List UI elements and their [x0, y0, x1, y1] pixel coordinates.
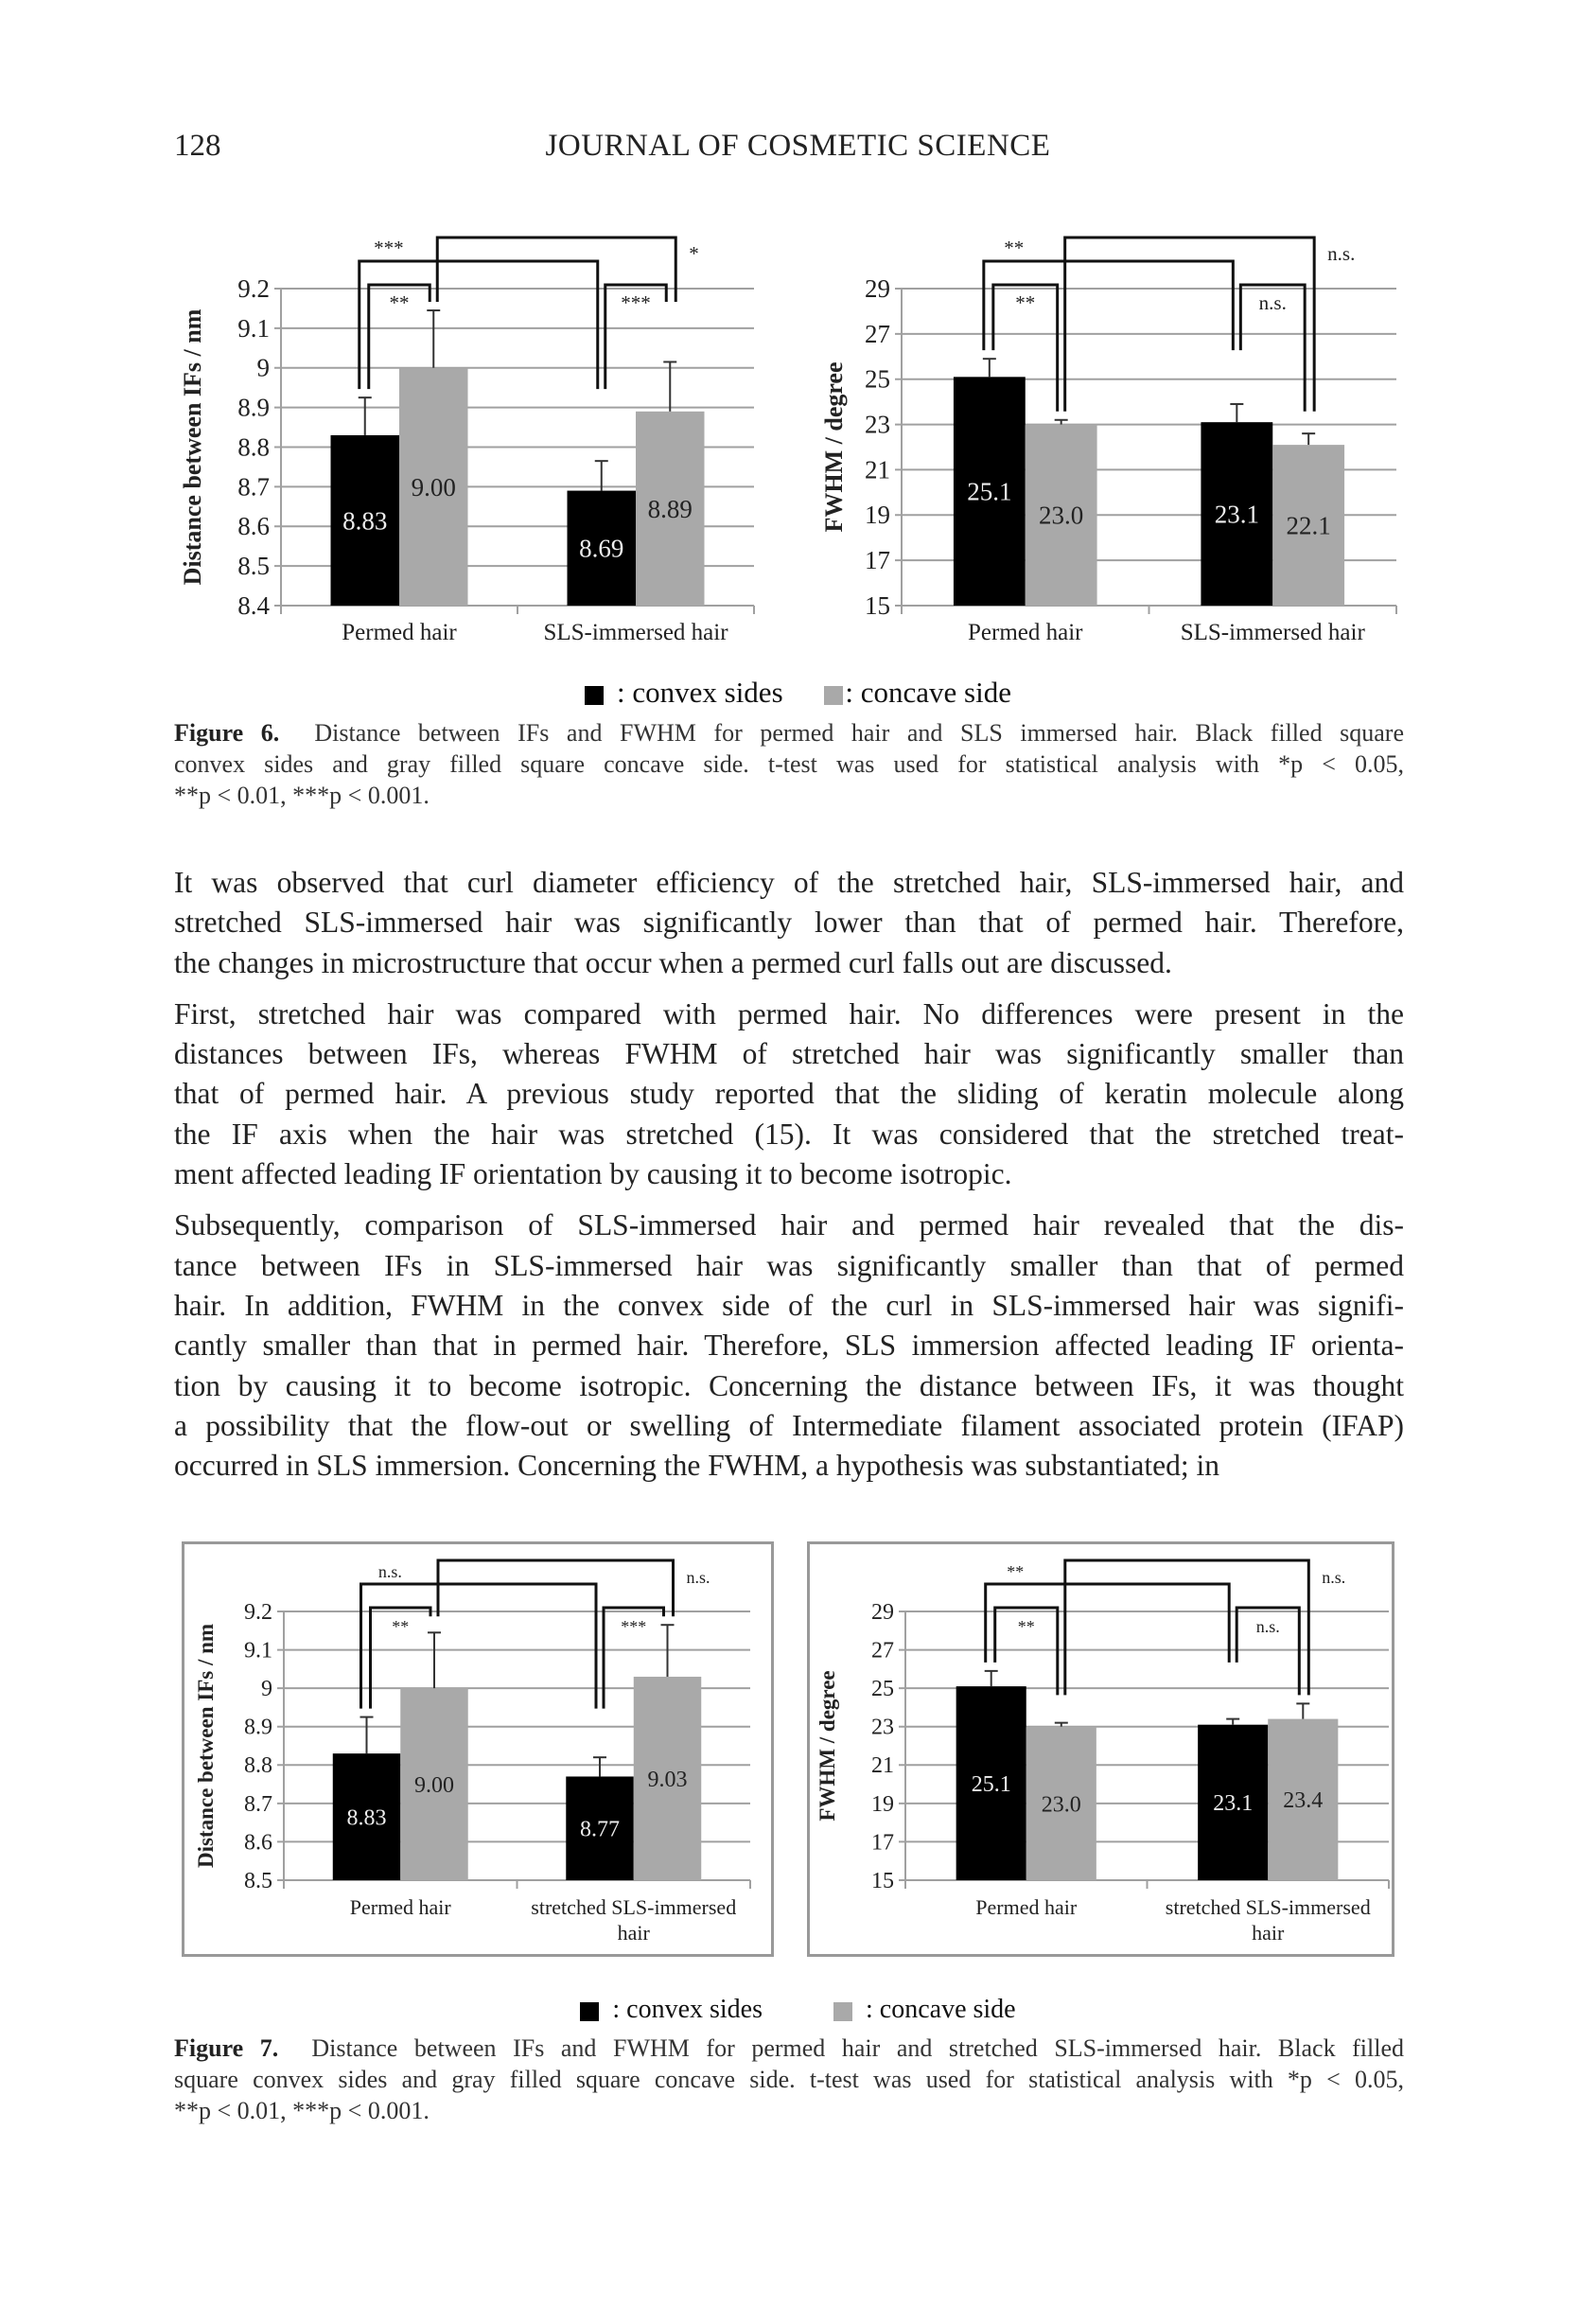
significance-label: ** — [389, 291, 410, 314]
legend-convex — [585, 676, 783, 709]
page-number: 128 — [174, 129, 221, 163]
y-tick-label: 29 — [871, 1599, 894, 1625]
caption-line: square convex sides and gray filled square concave side. t-test was used for statistical analysis with *p < 0.05, — [174, 2066, 1404, 2093]
category-label: SLS-immersed hair — [1180, 620, 1365, 645]
body-line: cantly smaller than that in permed hair. Therefore, SLS immersion affected leading IF orienta- — [174, 1329, 1404, 1363]
data-label: 25.1 — [967, 477, 1012, 506]
significance-label: *** — [374, 237, 404, 259]
data-label: 8.77 — [580, 1817, 621, 1842]
y-axis-title: Distance between IFs / nm — [179, 308, 206, 586]
significance-bracket-convex — [361, 1584, 597, 1709]
significance-label: n.s. — [1327, 242, 1356, 265]
body-paragraph — [174, 863, 1404, 983]
category-label: SLS-immersed hair — [543, 620, 728, 645]
significance-label: n.s. — [377, 1562, 402, 1581]
data-label: 22.1 — [1286, 511, 1331, 540]
y-axis-title: Distance between IFs / nm — [194, 1623, 218, 1869]
figure7-caption — [174, 2033, 1404, 2126]
body-line: hair. In addition, FWHM in the convex side of the curl in SLS-immersed hair was signifi- — [174, 1288, 1404, 1322]
body-paragraph — [174, 1206, 1404, 1486]
y-tick-label: 29 — [865, 273, 890, 303]
gray-square-icon — [824, 686, 843, 705]
data-label: 25.1 — [971, 1771, 1011, 1797]
y-tick-label: 17 — [865, 546, 890, 575]
figure6-label: Figure 6. — [174, 719, 280, 747]
figure6-fwhm-chart — [814, 218, 1419, 672]
y-tick-label: 8.6 — [237, 512, 270, 541]
y-tick-label: 8.7 — [237, 472, 270, 502]
significance-label: n.s. — [1255, 1617, 1280, 1636]
significance-label: *** — [621, 1617, 647, 1636]
category-label: stretched SLS-immersed — [531, 1895, 737, 1919]
legend-convex-label: : convex sides — [612, 1995, 763, 2024]
significance-label: ** — [1017, 1617, 1035, 1636]
y-tick-label: 8.9 — [244, 1715, 272, 1740]
figure7-label: Figure 7. — [174, 2034, 279, 2062]
y-tick-label: 9.2 — [237, 273, 270, 303]
black-square-icon — [585, 686, 604, 705]
significance-label: ** — [1015, 291, 1036, 314]
y-tick-label: 9 — [261, 1677, 272, 1702]
body-line: the IF axis when the hair was stretched (15). It was considered that the stretched treat- — [174, 1117, 1404, 1151]
data-label: 9.03 — [647, 1767, 688, 1792]
y-tick-label: 8.8 — [237, 432, 270, 462]
category-label: hair — [617, 1921, 650, 1945]
significance-label: ** — [1004, 237, 1025, 259]
body-text — [174, 863, 1404, 1497]
legend-concave — [833, 1995, 1016, 2024]
body-line: ment affected leading IF orientation by causing it to become isotropic. — [174, 1157, 1012, 1191]
body-line: distances between IFs, whereas FWHM of stretched hair was significantly smaller than — [174, 1037, 1404, 1071]
figure6-distance-chart — [161, 218, 814, 672]
body-line: that of permed hair. A previous study reported that the sliding of keratin molecule along — [174, 1077, 1404, 1111]
y-tick-label: 27 — [865, 319, 890, 348]
y-tick-label: 17 — [871, 1830, 894, 1856]
body-line: the changes in microstructure that occur when a permed curl falls out are discussed. — [174, 945, 1172, 979]
y-tick-label: 19 — [871, 1791, 894, 1817]
figure6-caption — [174, 717, 1404, 811]
y-tick-label: 25 — [871, 1677, 894, 1702]
data-label: 23.1 — [1213, 1791, 1254, 1817]
y-tick-label: 9 — [256, 353, 270, 382]
y-tick-label: 9.2 — [244, 1599, 272, 1625]
y-tick-label: 9.1 — [244, 1638, 272, 1663]
data-label: 9.00 — [413, 1772, 454, 1798]
y-tick-label: 21 — [871, 1753, 894, 1779]
significance-bracket-concave — [1065, 238, 1315, 412]
category-label: hair — [1252, 1921, 1285, 1945]
legend-convex — [580, 1995, 763, 2024]
y-tick-label: 25 — [865, 364, 890, 394]
category-label: stretched SLS-immersed — [1165, 1895, 1371, 1919]
y-tick-label: 15 — [865, 590, 890, 620]
data-label: 8.89 — [647, 494, 693, 523]
significance-label: n.s. — [686, 1568, 710, 1587]
gray-square-icon — [833, 2002, 852, 2021]
category-label: Permed hair — [342, 620, 457, 645]
body-line: occurred in SLS immersion. Concerning the FWHM, a hypothesis was substantiated; in — [174, 1449, 1219, 1483]
category-label: Permed hair — [968, 620, 1083, 645]
significance-label: ** — [392, 1617, 410, 1636]
body-line: tance between IFs in SLS-immersed hair was significantly smaller than that of permed — [174, 1248, 1404, 1282]
y-axis-title: FWHM / degree — [820, 361, 848, 533]
legend-concave-label: : concave side — [866, 1995, 1016, 2024]
body-line: It was observed that curl diameter efficiency of the stretched hair, SLS-immersed hair, and — [174, 866, 1404, 899]
y-tick-label: 9.1 — [237, 313, 270, 343]
data-label: 23.0 — [1041, 1792, 1081, 1818]
body-paragraph — [174, 995, 1404, 1194]
body-line: a possibility that the flow-out or swelling of Intermediate filament associated protein (IFAP) — [174, 1408, 1404, 1442]
y-tick-label: 8.9 — [237, 393, 270, 422]
y-tick-label: 8.5 — [237, 552, 270, 581]
data-label: 23.0 — [1039, 501, 1084, 530]
figure6-legend — [0, 676, 1596, 710]
legend-concave-label: : concave side — [845, 676, 1011, 709]
significance-label: *** — [621, 291, 651, 314]
significance-label: ** — [1007, 1562, 1025, 1581]
y-tick-label: 8.4 — [237, 590, 270, 620]
black-square-icon — [580, 2002, 599, 2021]
significance-bracket-convex — [360, 261, 598, 389]
significance-label: * — [689, 242, 699, 265]
y-tick-label: 21 — [865, 455, 890, 484]
y-tick-label: 8.8 — [244, 1753, 272, 1779]
data-label: 9.00 — [411, 472, 456, 502]
caption-line: **p < 0.01, ***p < 0.001. — [174, 2097, 430, 2124]
category-label: Permed hair — [975, 1895, 1078, 1919]
significance-label: n.s. — [1322, 1568, 1346, 1587]
y-tick-label: 8.7 — [244, 1791, 272, 1817]
data-label: 23.1 — [1214, 500, 1259, 529]
y-tick-label: 15 — [871, 1868, 894, 1893]
data-label: 23.4 — [1283, 1788, 1324, 1814]
category-label: Permed hair — [349, 1895, 451, 1919]
data-label: 8.83 — [342, 506, 388, 536]
y-tick-label: 8.5 — [244, 1868, 272, 1893]
caption-line: **p < 0.01, ***p < 0.001. — [174, 782, 430, 809]
y-tick-label: 23 — [871, 1715, 894, 1740]
y-tick-label: 19 — [865, 501, 890, 530]
body-line: Subsequently, comparison of SLS-immersed hair and permed hair revealed that the dis- — [174, 1208, 1404, 1242]
data-label: 8.83 — [346, 1805, 387, 1831]
y-tick-label: 23 — [865, 410, 890, 439]
y-axis-title: FWHM / degree — [816, 1670, 839, 1822]
y-tick-label: 27 — [871, 1638, 894, 1663]
figure7-fwhm-chart — [810, 1544, 1392, 1954]
caption-line: Distance between IFs and FWHM for permed hair and SLS immersed hair. Black filled square — [314, 719, 1404, 747]
body-line: tion by causing it to become isotropic. Concerning the distance between IFs, it was thought — [174, 1368, 1404, 1402]
legend-concave — [824, 676, 1011, 709]
body-line: stretched SLS-immersed hair was significantly lower than that of permed hair. Therefore, — [174, 906, 1404, 940]
figure7-legend — [0, 1995, 1596, 2025]
running-title: JOURNAL OF COSMETIC SCIENCE — [545, 129, 1051, 163]
data-label: 8.69 — [579, 534, 624, 563]
body-line: First, stretched hair was compared with permed hair. No differences were present in the — [174, 996, 1404, 1030]
y-tick-label: 8.6 — [244, 1830, 272, 1856]
significance-label: n.s. — [1258, 291, 1287, 314]
figure7-distance-chart — [184, 1544, 771, 1954]
legend-convex-label: : convex sides — [617, 676, 783, 709]
caption-line: Distance between IFs and FWHM for permed hair and stretched SLS-immersed hair. Black filled — [311, 2034, 1405, 2062]
caption-line: convex sides and gray filled square concave side. t-test was used for statistical analysis with *p < 0.05, — [174, 750, 1404, 778]
